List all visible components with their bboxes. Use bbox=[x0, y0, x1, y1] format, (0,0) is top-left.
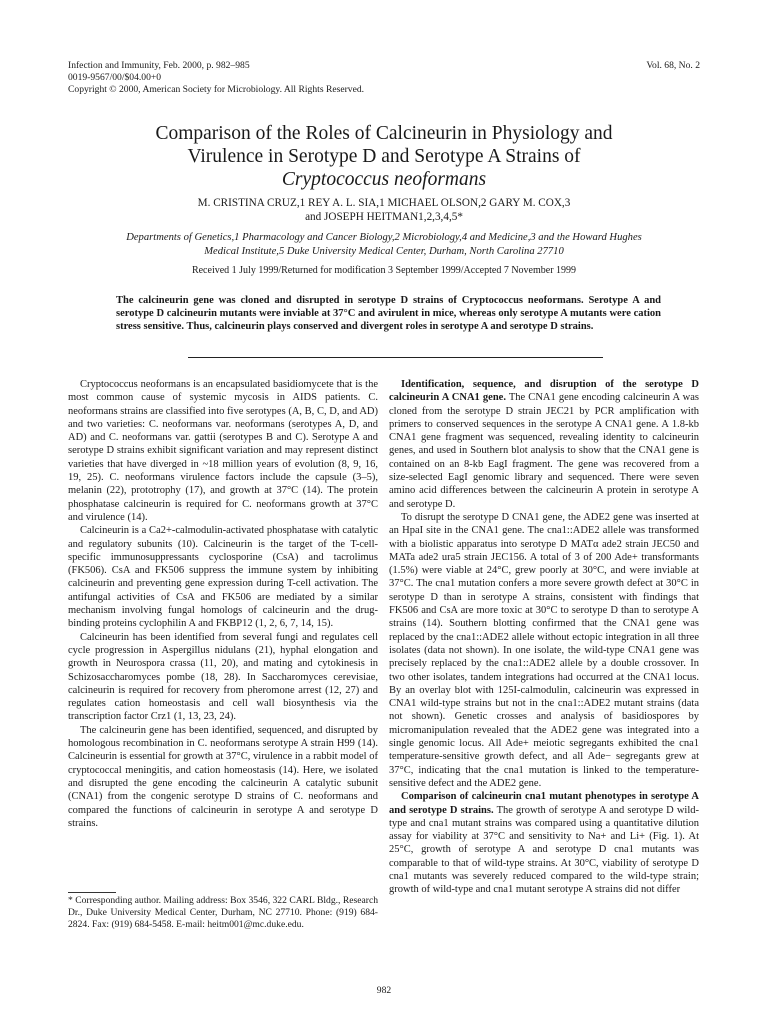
footnote-divider bbox=[68, 892, 116, 893]
paragraph: Cryptococcus neoformans is an encapsulated basidiomycete that is the most common cause of systemic mycosis in AIDS patients. C. neoformans strains are classified into five serotypes (A, B, C, D, and AD) and two varieties: C. neoformans var. neoformans (serotypes A, D, and AD) and C. neoformans var. gattii (serotypes B and C). Serotype A and serotype D strains exhibit significant variation and may represent distinct varieties that have diverged in ~18 million years of evolution (8, 9, 16, 19, 25). C. neoformans virulence factors include the capsule (3–5), melanin (22), prototrophy (17), and growth at 37°C (14). The protein phosphatase calcineurin is required for C. neoformans growth at 37°C and virulence (14). bbox=[68, 379, 378, 523]
paragraph: To disrupt the serotype D CNA1 gene, the ADE2 gene was inserted at an HpaI site in the CNA1 gene. The cna1::ADE2 allele was transformed with a biolistic apparatus into serotype D MATα ade2 strain JEC50 and MATa ade2 ura5 strain JEC156. A total of 3 of 200 Ade+ transformants (1.5%) were viable at 24°C, grew poorly at 30°C, and were inviable at 37°C. The cna1 mutation confers a more severe growth defect at 30°C in serotype D than in serotype A strains, consistent with findings that FK506 and CsA are more toxic at 30°C to serotype D than to serotype A strains (14). Southern blotting confirmed that the CNA1 gene was replaced by the cna1::ADE2 allele without ectopic integration in all three isolates (data not shown). In one isolate, the wild-type CNA1 gene was precisely replaced by the cna1::ADE2 allele by a double crossover. In two other isolates, tandem integrations had occurred at the CNA1 locus. By an overlay blot with 125I-calmodulin, calcineurin was expressed in CNA1 wild-type strains but not in the cna1::ADE2 mutant strains (data not shown). Genetic crosses and analysis of basidiospores by micromanipulation revealed that the ADE2 gene was integrated into a single genomic locus. All Ade+ meiotic segregants exhibited the cna1 temperature-sensitive growth defect, and all Ade− segregants grew at 37°C, indicating that the cna1 mutation is linked to the temperature-sensitive defect and the ADE2 gene. bbox=[389, 511, 699, 789]
affiliation-line-1: Departments of Genetics,1 Pharmacology and Cancer Biology,2 Microbiology,4 and Medicine,3 and the Howard Hughes bbox=[126, 232, 642, 243]
correspondence-footnote: * Corresponding author. Mailing address: Box 3546, 322 CARL Bldg., Research Dr., Duke University Medical Center, Durham, NC 27710. Phone: (919) 684-2824. Fax: (919) 684-5458. E-mail: heitm001@mc.duke.edu. bbox=[68, 895, 378, 931]
paragraph-text: The growth of serotype A and serotype D wild-type and cna1 mutant strains was compared using a quantitative dilution assay for viability at 37°C and sensitivity to Na+ and Li+ (Fig. 1). At 25°C, growth of serotype A and serotype D cna1 mutants was comparable to that of wild-type strains. At 30°C, viability of serotype D cna1 mutants was severely reduced compared to the wild-type strain; growth of wild-type and cna1 mutant serotype A strains did not differ bbox=[389, 804, 700, 896]
section-paragraph-1 bbox=[389, 378, 699, 511]
title-line-2: Virulence in Serotype D and Serotype A Strains of bbox=[187, 146, 581, 167]
affiliations bbox=[60, 231, 708, 258]
paragraph: Calcineurin is a Ca2+-calmodulin-activated phosphatase with catalytic and regulatory subunits (10). Calcineurin is the target of the T-cell-specific immunosuppressants cyclosporine (CsA) and tacrolimus (FK506). CsA and FK506 suppress the immune system by inhibiting calcineurin and preventing gene expression during T-cell activation. The antifungal activities of CsA and FK506 are mediated by a similar mechanism involving fungal homologs of calcineurin and the drug-binding proteins cyclophilin A and FKBP12 (1, 2, 6, 7, 14, 15). bbox=[68, 525, 378, 630]
paragraph: The calcineurin gene has been identified, sequenced, and disrupted by homologous recombination in C. neoformans serotype A strain H99 (14). Calcineurin is essential for growth at 37°C, virulence in a rabbit model of cryptococcal meningitis, and cation homeostasis (14). Here, we isolated and disrupted the gene encoding the calcineurin A catalytic subunit (CNA1) from the congenic serotype D strains of C. neoformans and compared the functions of calcineurin in serotype A and serotype D strains. bbox=[68, 724, 378, 829]
right-column bbox=[389, 378, 699, 897]
left-column bbox=[68, 378, 378, 830]
journal-line: Infection and Immunity, Feb. 2000, p. 982–985 bbox=[68, 60, 250, 71]
article-title bbox=[80, 122, 688, 191]
section-paragraph-2 bbox=[389, 790, 699, 896]
author-list bbox=[60, 196, 708, 224]
volume-label: Vol. 68, No. 2 bbox=[646, 60, 700, 71]
section-heading: Identification, sequence, and disruption of the serotype D calcineurin A CNA1 gene. bbox=[389, 379, 699, 404]
page-number: 982 bbox=[376, 985, 392, 996]
authors-line-2: and JOSEPH HEITMAN1,2,3,4,5* bbox=[305, 211, 463, 223]
running-header bbox=[68, 60, 364, 96]
title-line-3: Cryptococcus neoformans bbox=[281, 169, 487, 190]
section-heading: Comparison of calcineurin cna1 mutant phenotypes in serotype A and serotype D strains. bbox=[389, 791, 699, 816]
authors-line-1: M. CRISTINA CRUZ,1 REY A. L. SIA,1 MICHAEL OLSON,2 GARY M. COX,3 bbox=[197, 197, 571, 209]
received-dates: Received 1 July 1999/Returned for modification 3 September 1999/Accepted 7 November 1999 bbox=[191, 265, 577, 276]
copyright-line: Copyright © 2000, American Society for Microbiology. All Rights Reserved. bbox=[68, 84, 365, 95]
paragraph: Calcineurin has been identified from several fungi and regulates cell cycle progression in Aspergillus nidulans (21), hyphal elongation and growth in Neurospora crassa (11, 20), and mating and cytokinesis in Schizosaccharomyces pombe (18, 28). In Saccharomyces cerevisiae, calcineurin is required for recovery from pheromone arrest (12, 27) and regulates cation homeostasis and cell wall biosynthesis via the transcription factor Crz1 (1, 13, 23, 24). bbox=[68, 631, 378, 723]
abstract-divider bbox=[188, 357, 603, 358]
affiliation-line-2: Medical Institute,5 Duke University Medical Center, Durham, North Carolina 27710 bbox=[204, 245, 564, 257]
title-line-1: Comparison of the Roles of Calcineurin in Physiology and bbox=[155, 123, 613, 144]
issn-line: 0019-9567/00/$04.00+0 bbox=[68, 72, 162, 83]
abstract: The calcineurin gene was cloned and disrupted in serotype D strains of Cryptococcus neoformans. Serotype A and serotype D calcineurin mutants were inviable at 37°C and avirulent in mice, whereas only serotype A mutants were cation stress sensitive. Thus, calcineurin plays conserved and divergent roles in serotype A and serotype D strains. bbox=[116, 295, 661, 332]
paragraph-text: The CNA1 gene encoding calcineurin A was cloned from the serotype D strain JEC21 by PCR amplification with primers to conserved sequences in the serotype A CNA1 gene. A 1.8-kb CNA1 gene fragment was sequenced, revealing identity to calcineurin genes, and used in Southern blot analysis to show that the CNA1 gene is contained on an 8-kb EagI fragment. The gene was recovered from a size-selected EagI genomic library and sequenced. There were seven amino acid differences between the calcineurin A protein in serotype A and serotype D. bbox=[389, 392, 699, 510]
